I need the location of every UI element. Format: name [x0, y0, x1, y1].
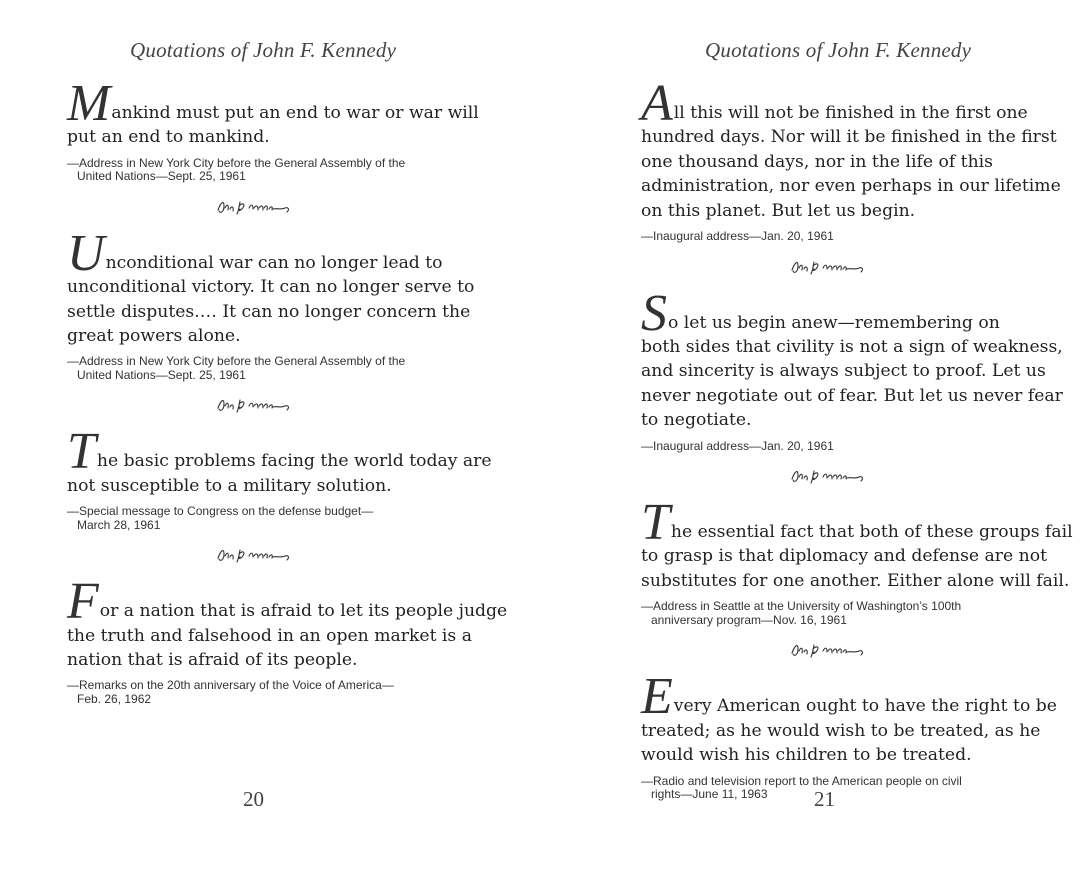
quote-source [641, 600, 1041, 627]
quote-text [67, 75, 479, 150]
quote-line: hundred days. Nor will it be finished in the first [641, 127, 1057, 148]
signature-icon [215, 544, 295, 568]
quote-line: or a nation that is afraid to let its people judge [99, 601, 508, 622]
quote-text [641, 494, 1073, 593]
quote-source [641, 230, 1041, 244]
drop-cap: S [641, 284, 667, 342]
drop-cap: A [641, 75, 673, 132]
quote [67, 423, 492, 532]
quote-line: both sides that civility is not a sign of weakness, [641, 336, 1063, 357]
quote-line: not susceptible to a military solution. [67, 475, 392, 496]
quote-line: to grasp is that diplomacy and defense are not [641, 546, 1047, 567]
source-line: United Nations—Sept. 25, 1961 [77, 169, 246, 184]
quote-line: great powers alone. [67, 326, 241, 347]
right-page [540, 0, 1080, 878]
page-number: 21 [814, 787, 835, 811]
quote [641, 668, 1057, 801]
quote [641, 494, 1073, 627]
quote-line: on this planet. But let us begin. [641, 200, 916, 221]
quote-line: never negotiate out of fear. But let us never fear [641, 385, 1063, 406]
source-line: rights—June 11, 1963 [651, 787, 768, 801]
quote-line: ankind must put an end to war or war will [111, 103, 479, 123]
quote-list [641, 75, 1073, 802]
drop-cap: F [67, 573, 99, 631]
source-line: —Address in New York City before the General Assembly of the [67, 354, 406, 369]
drop-cap: E [641, 668, 673, 726]
source-line: —Inaugural address—Jan. 20, 1961 [641, 438, 834, 453]
running-head: Quotations of John F. Kennedy [130, 38, 397, 62]
quote-text [67, 224, 475, 349]
quote-text [641, 75, 1061, 223]
quote-line: substitutes for one another. Either alone will fail. [641, 570, 1070, 591]
quote-line: put an end to mankind. [67, 127, 270, 148]
signature-divider [67, 382, 467, 440]
signature-icon [215, 196, 295, 220]
signature-divider [67, 184, 467, 242]
source-line: —Special message to Congress on the defense budget— [67, 504, 374, 519]
signature-icon [789, 639, 869, 663]
signature-icon [789, 256, 869, 280]
quote-line: unconditional victory. It can no longer serve to [67, 277, 475, 298]
source-line: —Address in Seattle at the University of Washington’s 100th [641, 599, 962, 614]
quote-source [67, 355, 467, 382]
quote-source [67, 679, 467, 706]
drop-cap: T [67, 423, 96, 481]
source-line: anniversary program—Nov. 16, 1961 [651, 612, 847, 627]
signature-divider [641, 627, 1041, 685]
quote-line: he basic problems facing the world today are [96, 451, 492, 472]
drop-cap: U [67, 224, 105, 282]
signature-divider [641, 244, 1041, 302]
quote [67, 224, 475, 383]
quote-line: settle disputes.… It can no longer concern the [67, 301, 471, 322]
quote-list [67, 75, 508, 706]
quote-line: administration, nor even perhaps in our lifetime [641, 176, 1061, 197]
quote-line: nation that is afraid of its people. [67, 650, 358, 671]
quote-line: the truth and falsehood in an open market is a [67, 625, 472, 646]
quote-source [67, 157, 467, 184]
source-line: —Remarks on the 20th anniversary of the Voice of America— [67, 678, 394, 693]
quote-line: o let us begin anew—remembering on [668, 312, 1000, 333]
source-line: —Address in New York City before the General Assembly of the [67, 155, 406, 170]
quote-line: ll this will not be finished in the first one [673, 103, 1028, 123]
source-line: —Inaugural address—Jan. 20, 1961 [641, 229, 834, 244]
running-head: Quotations of John F. Kennedy [705, 38, 972, 62]
signature-divider [641, 453, 1041, 511]
quote [641, 284, 1063, 454]
quote-source [67, 505, 467, 532]
drop-cap: T [641, 494, 670, 552]
source-line: United Nations—Sept. 25, 1961 [77, 367, 246, 382]
quote-line: to negotiate. [641, 410, 752, 431]
quote [67, 75, 479, 184]
quote-line: treated; as he would wish to be treated, as he [641, 720, 1041, 741]
drop-cap: M [67, 75, 111, 132]
quote-text [67, 423, 492, 498]
source-line: Feb. 26, 1962 [77, 691, 152, 706]
signature-icon [789, 465, 869, 489]
quote-line: nconditional war can no longer lead to [105, 252, 443, 273]
quote-line: would wish his children to be treated. [641, 745, 972, 766]
page-number: 20 [243, 787, 264, 811]
signature-divider [67, 532, 467, 590]
quote [67, 573, 508, 706]
quote-line: he essential fact that both of these groups fail [670, 522, 1073, 543]
signature-icon [215, 394, 295, 418]
quote-line: and sincerity is always subject to proof. Let us [641, 361, 1046, 382]
quote-source [641, 775, 1041, 802]
quote [641, 75, 1061, 244]
quote-source [641, 440, 1041, 454]
quote-line: one thousand days, nor in the life of this [641, 151, 993, 172]
source-line: March 28, 1961 [77, 517, 161, 532]
quote-line: very American ought to have the right to be [673, 696, 1057, 717]
quote-text [67, 573, 508, 672]
source-line: —Radio and television report to the American people on civil [641, 773, 962, 788]
quote-text [641, 668, 1057, 767]
quote-text [641, 284, 1063, 433]
